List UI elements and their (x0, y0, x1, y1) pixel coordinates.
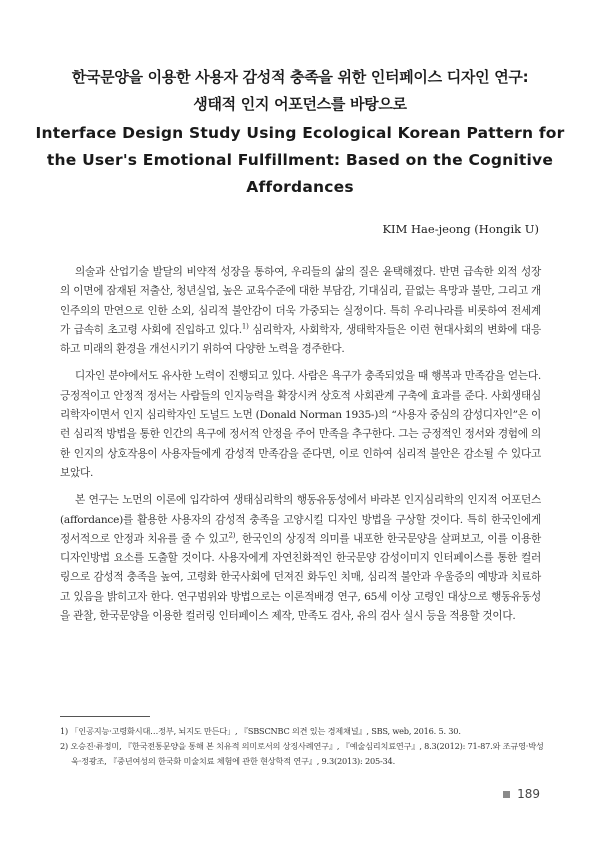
paragraph-1-text-b: 심리학자, 사회학자, 생태학자들은 이런 현대사회의 변화에 대응하고 미래의 환경을 개선시키기 위하여 다양한 노력을 경주한다. (60, 323, 541, 356)
footnotes (60, 724, 544, 770)
paragraph-3-text-a: 본 연구는 노먼의 이론에 입각하여 생태심리학의 행동유동성에서 바라본 인지심리학의 인지적 어포던스 (affordance)를 활용한 사용자의 감성적 충족을 고양시킬 디자인 방법을 구상할 것이다. 특히 한국인에게 정서적으로 안정과 치유를 줄 수 있고 (60, 494, 541, 545)
paragraph-1-text-a: 의술과 산업기술 발달의 비약적 성장을 통하여, 우리들의 삶의 질은 윤택해졌다. 반면 급속한 외적 성장의 이면에 잠재된 저출산, 청년실업, 높은 교육수준에 대한 부담감, 기대심리, 끝없는 욕망과 불만, 그리고 개인주의의 만연으로 인한 소외, 심리적 불안감이 더욱 가중되는 실정이다. 특히 우리나라를 비롯하여 전세계가 급속히 초고령 사회에 진입하고 있다. (60, 266, 541, 336)
page-number (503, 787, 540, 801)
english-title-line-3: Affordances (246, 178, 354, 196)
body-text (60, 263, 541, 634)
paper-title (30, 64, 570, 201)
author-line: KIM Hae-jeong (Hongik U) (382, 222, 539, 236)
english-title (30, 120, 570, 201)
paragraph-2-text-a: 디자인 분야에서도 유사한 노력이 진행되고 있다. 사람은 욕구가 충족되었을 때 행복과 만족감을 얻는다. 긍정적이고 안정적 정서는 사람들의 인지능력을 확장시켜 상호적 사회관계 구축에 효과를 준다. 사회생태심리학자이면서 인지 심리학자인 도널드 노먼 (Donald Norman 1935-)의 “사용자 중심의 감성디자인”은 이런 심리적 방법을 통한 인간의 욕구에 정서적 안정을 주어 만족을 추구한다. 그는 긍정적인 정서와 경험에 의한 인지의 상호작용이 사용자들에게 감성적 만족감을 준다면, 이로 인하여 심리적 불안은 감소될 수 있다고 보았다. (60, 370, 541, 479)
footnote-ref-1: 1) (241, 322, 249, 331)
paragraph-3-text-b: , 한국인의 상징적 의미를 내포한 한국문양을 살펴보고, 이를 이용한 디자인방법 요소를 도출할 것이다. 사용자에게 자연친화적인 한국문양 감성이미지 인터페이스를 통한 컬러링으로 감성적 충족을 높여, 고령화 한국사회에 던져진 화두인 치매, 심리적 불안과 우울증의 예방과 치료하고 있음을 밝히고자 한다. 연구범위와 방법으로는 이론적배경 연구, 65세 이상 고령인 대상으로 행동유동성을 관찰, 한국문양을 이용한 컬러링 인터페이스 제작, 만족도 검사, 유의 검사 실시 등을 적용할 것이다. (60, 532, 541, 623)
footnote-ref-2: 2) (228, 531, 236, 540)
korean-title (30, 64, 570, 118)
korean-title-line-2: 생태적 인지 어포던스를 바탕으로 (193, 95, 407, 113)
korean-title-line-1: 한국문양을 이용한 사용자 감성적 충족을 위한 인터페이스 디자인 연구: (71, 68, 529, 86)
square-icon (503, 791, 510, 798)
footnote-1: 1) 「인공지능·고령화시대…정부, 뇌지도 만든다」, 『SBSCNBC 의견 있는 경제채널』, SBS, web, 2016. 5. 30. (60, 726, 461, 736)
english-title-line-1: Interface Design Study Using Ecological Korean Pattern for (35, 124, 565, 142)
english-title-line-2: the User's Emotional Fulfillment: Based on the Cognitive (46, 151, 554, 169)
page-number-value: 189 (517, 787, 540, 801)
footnote-divider (60, 716, 150, 717)
paragraph-3 (60, 491, 541, 626)
footnote-2: 2) 오승진·류정미, 『한국전통문양을 통해 본 치유적 의미로서의 상징사례연구』, 『예술심리치료연구』, 8.3(2012): 71-87.와 조규영·박성욱·정광조, 『중년여성의 한국화 미술치료 체험에 관한 현상학적 연구』, 9.3(2013): 205-34. (60, 741, 544, 767)
paragraph-2 (60, 367, 541, 483)
paragraph-1 (60, 263, 541, 359)
